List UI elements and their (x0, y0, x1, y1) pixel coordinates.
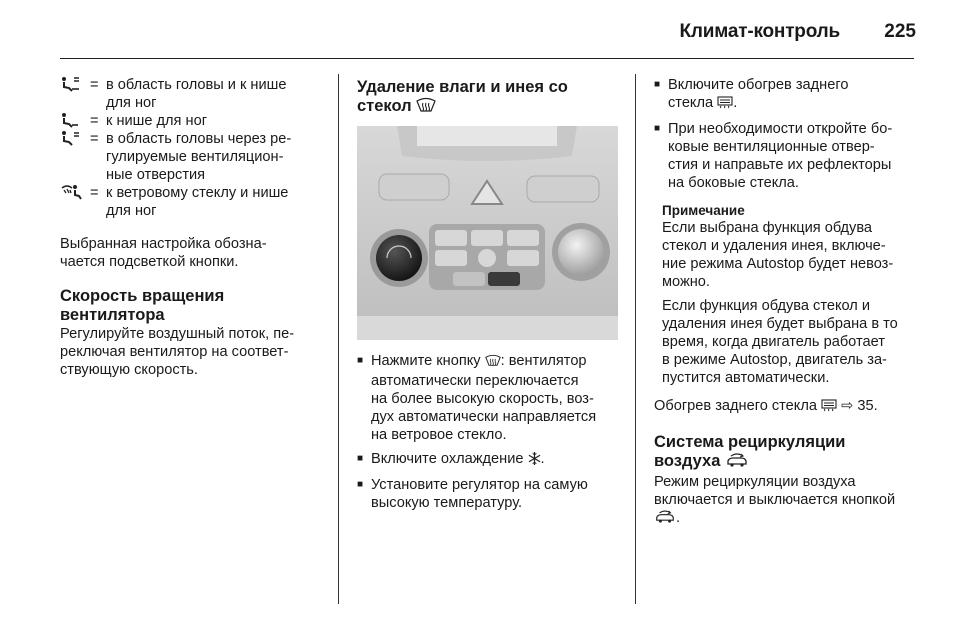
text-line: ковые вентиляционные отвер- (668, 139, 875, 155)
text-line: реключая вентилятор на соответ- (60, 344, 289, 360)
bullet-square: ■ (654, 79, 661, 90)
text-line: Выбранная настройка обозна- (60, 236, 267, 252)
legend-equals: = (90, 185, 99, 201)
text-fragment: . (733, 95, 738, 111)
bullet-square: ■ (357, 479, 364, 490)
text-fragment: . (676, 510, 681, 526)
heading-line: Скорость вращения (60, 287, 225, 305)
legend-equals: = (90, 77, 99, 93)
text-line: высокую температуру. (371, 495, 523, 511)
legend-line: в область головы и к нише (106, 77, 287, 93)
column-divider-2 (635, 74, 636, 604)
selected-setting-note (60, 235, 322, 271)
text-line: автоматически переключается (371, 373, 579, 389)
recirculation-text (654, 473, 916, 529)
fan-speed-heading (60, 287, 322, 325)
legend-text-feet: к нише для ног (106, 113, 208, 129)
text-line: Регулируйте воздушный поток, пе- (60, 326, 295, 342)
text-line: Установите регулятор на самую (371, 477, 588, 493)
legend-row-feet (60, 112, 322, 130)
legend-text-head-feet (106, 76, 322, 112)
text-line: на ветровое стекло. (371, 427, 507, 443)
bullet-square: ■ (357, 355, 364, 366)
bullet-square: ■ (357, 453, 364, 464)
text-line: дух автоматически направляется (371, 409, 597, 425)
text-fragment: Включите охлаждение (371, 451, 524, 467)
fan-speed-text (60, 325, 322, 379)
legend-row-head-feet (60, 76, 322, 112)
section-title: Климат-контроль (679, 21, 840, 42)
text-line: на боковые стекла. (668, 175, 799, 191)
heading-line: вентилятора (60, 306, 165, 324)
list-item (654, 120, 916, 192)
cooling-snowflake-icon (528, 452, 541, 470)
text-line: ствующую скорость. (60, 362, 198, 378)
rear-window-heating-icon (821, 399, 837, 417)
heading-line: Удаление влаги и инея со (357, 78, 568, 96)
legend-equals: = (90, 113, 99, 129)
text-line: ние режима Autostop будет невоз- (662, 256, 894, 272)
column-divider-1 (338, 74, 339, 604)
defrost-heading (357, 78, 621, 118)
legend-row-windscreen-feet (60, 184, 322, 220)
text-fragment: стекла (668, 95, 714, 111)
note-paragraph (662, 297, 916, 387)
legend-text-head-vents (106, 130, 322, 184)
heading-line: воздуха (654, 452, 721, 470)
windscreen-defrost-icon (485, 354, 501, 372)
feet-icon (60, 112, 90, 130)
legend-line: в область головы через ре- (106, 131, 292, 147)
air-recirculation-icon (725, 453, 749, 473)
note-block (662, 202, 916, 387)
note-heading: Примечание (662, 203, 745, 218)
rear-heating-reference (654, 397, 916, 417)
text-line: стия и направьте их рефлекторы (668, 157, 892, 173)
bullet-square: ■ (654, 123, 661, 134)
recirculation-heading (654, 433, 916, 473)
text-fragment: . (540, 451, 545, 467)
text-line: можно. (662, 274, 710, 290)
text-line: удаления инея будет выбрана в то (662, 316, 898, 332)
column-2-bullets (357, 352, 621, 518)
text-fragment: : вентилятор (500, 353, 587, 369)
text-line: стекол и удаления инея, включе- (662, 238, 886, 254)
text-fragment: Обогрев заднего стекла (654, 398, 817, 414)
air-recirculation-icon (654, 510, 676, 529)
text-line: При необходимости откройте бо- (668, 121, 893, 137)
legend-text-windscreen-feet (106, 184, 322, 220)
text-line: Режим рециркуляции воздуха (654, 474, 856, 490)
legend-line: к ветровому стеклу и нише (106, 185, 289, 201)
page-number: 225 (884, 21, 916, 42)
text-line: время, когда двигатель работает (662, 334, 885, 350)
page-reference-arrow: ⇨ (841, 398, 854, 414)
column-1 (60, 76, 322, 391)
legend-line: ные отверстия (106, 167, 206, 183)
legend-row-head-vents (60, 130, 322, 184)
climate-control-panel-photo (357, 126, 618, 340)
windscreen-defrost-icon (416, 97, 436, 118)
head-vents-icon (60, 130, 90, 148)
list-item (357, 352, 621, 444)
text-line: Если выбрана функция обдува (662, 220, 873, 236)
column-3 (654, 76, 916, 541)
text-line: чается подсветкой кнопки. (60, 254, 239, 270)
text-line: включается и выключается кнопкой (654, 492, 896, 508)
head-and-feet-icon (60, 76, 90, 94)
legend-line: гулируемые вентиляцион- (106, 149, 284, 165)
header-divider (60, 58, 914, 59)
rear-window-heating-icon (717, 96, 733, 114)
page-reference-link[interactable]: 35. (857, 398, 878, 414)
list-item (357, 450, 621, 470)
text-line: Если функция обдува стекол и (662, 298, 871, 314)
legend-equals: = (90, 131, 99, 147)
text-line: пустится автоматически. (662, 370, 830, 386)
text-line: на более высокую скорость, воз- (371, 391, 594, 407)
heading-line: Система рециркуляции (654, 433, 846, 451)
legend-line: для ног (106, 203, 157, 219)
heading-line: стекол (357, 97, 412, 115)
list-item (357, 476, 621, 512)
text-line: Включите обогрев заднего (668, 77, 849, 93)
text-fragment: Нажмите кнопку (371, 353, 481, 369)
text-line: в режиме Autostop, двигатель за- (662, 352, 887, 368)
note-paragraph (662, 219, 916, 291)
windscreen-and-feet-icon (60, 184, 90, 202)
column-2 (357, 78, 621, 118)
legend-line: для ног (106, 95, 157, 111)
list-item (654, 76, 916, 114)
